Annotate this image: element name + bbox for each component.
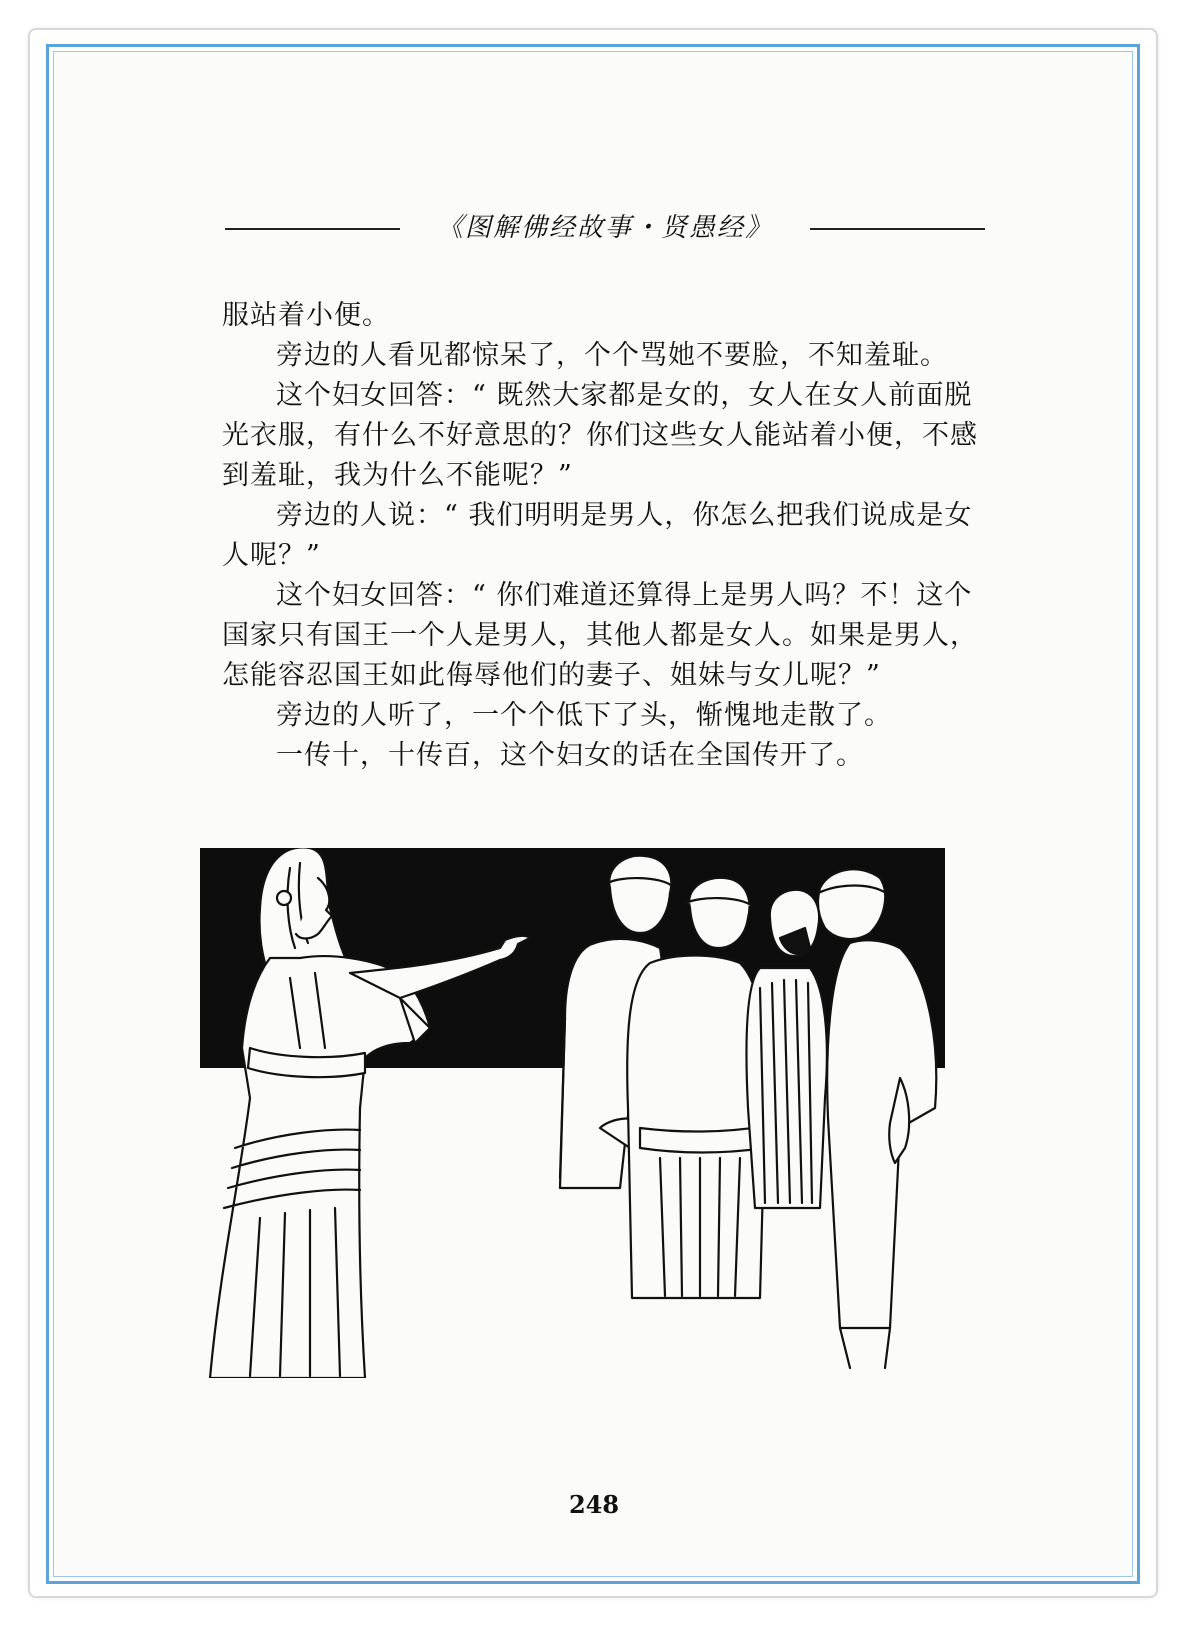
header-rule-left: [225, 228, 400, 230]
paragraph: 服站着小便。: [222, 300, 390, 331]
header-rule-right: [810, 228, 985, 230]
running-header: [225, 210, 985, 250]
page-number: 248: [568, 1490, 620, 1519]
paragraph: 这个妇女回答：“ 你们难道还算得上是男人吗？不！这个国家只有国王一个人是男人，其他人都是女人。如果是男人，怎能容忍国王如此侮辱他们的妻子、姐妹与女儿呢？”: [222, 580, 978, 691]
body-text: [222, 296, 982, 776]
paragraph: 旁边的人听了，一个个低下了头，惭愧地走散了。: [276, 700, 892, 731]
paragraph: 一传十，十传百，这个妇女的话在全国传开了。: [276, 740, 864, 771]
paragraph: 这个妇女回答：“ 既然大家都是女的，女人在女人前面脱光衣服，有什么不好意思的？你们这些女人能站着小便，不感到羞耻，我为什么不能呢？”: [222, 380, 978, 491]
illustration-woman-pointing-at-men: [200, 848, 980, 1378]
paragraph: 旁边的人看见都惊呆了，个个骂她不要脸，不知羞耻。: [276, 340, 948, 371]
paragraph: 旁边的人说：“ 我们明明是男人，你怎么把我们说成是女人呢？”: [222, 500, 973, 571]
header-title: 《图解佛经故事・贤愚经》: [436, 213, 773, 243]
